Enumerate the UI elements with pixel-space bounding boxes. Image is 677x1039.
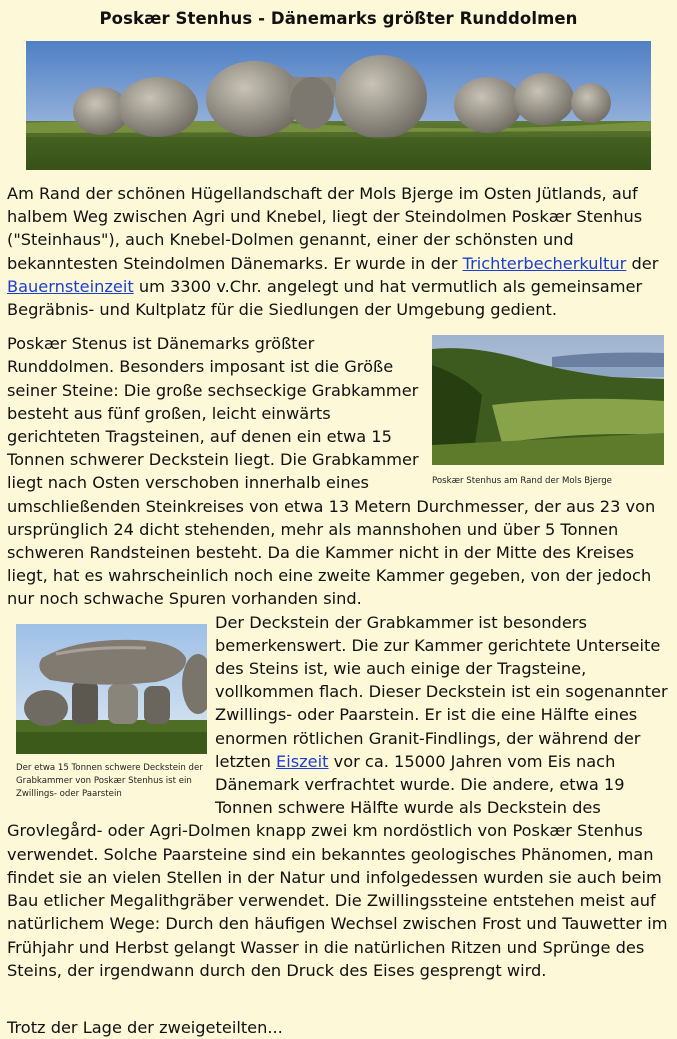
link-trichterbecherkultur[interactable]: Trichterbecherkultur	[462, 253, 627, 273]
intro-text-3: um 3300 v.Chr. angelegt und hat vermutlich als gemeinsamer Begräbnis- und Kultplatz für die Siedlungen der Umgebung gedient.	[7, 276, 643, 320]
paragraph-runddolmen: Poskær Stenus ist Dänemarks größter Runddolmen. Besonders imposant ist die Größe seiner Steine: Die große sechseckige Grabkammer besteht aus fünf großen, leicht einwärts gerichteten Tragsteinen, auf denen ein etwa 15 Tonnen schwerer Deckstein liegt. Die Grabkammer liegt nach Osten verschoben innerhalb eines umschließenden Steinkreises von etwa 13 Metern Durchmesser, der aus 23 von ursprünglich 24 dicht stehenden, mehr als mannshohen und über 5 Tonnen schweren Randsteinen besteht. Da die Kammer nicht in der Mitte des Kreises liegt, hat es wahrscheinlich noch eine zweite Kammer gegeben, von der jedoch nur noch schwache Spuren vorhanden sind.	[7, 334, 656, 609]
figure-landscape	[432, 335, 664, 488]
landscape-image	[432, 335, 664, 465]
deckstein-image	[16, 624, 207, 754]
paragraph-intro	[7, 182, 670, 321]
hero-image	[26, 41, 651, 170]
link-eiszeit[interactable]: Eiszeit	[276, 751, 329, 771]
deckstein-text-1: Der Deckstein der Grabkammer ist besonders bemerkenswert. Die zur Kammer gerichtete Unterseite des Steins ist, wie auch einige der Tragsteine, vollkommen flach. Dieser Deckstein ist ein sogenannter Zwillings- oder Paarstein. Er ist die eine Hälfte eines enormen rötlichen Granit-Findlings, der während der letzten	[215, 612, 668, 771]
intro-text-2: der	[626, 253, 659, 273]
paragraph-cutoff: Trotz der Lage der zweigeteilten...	[7, 1018, 283, 1037]
deckstein-text-2: vor ca. 15000 Jahren vom Eis nach Dänemark verfrachtet wurde. Die andere, etwa 19 Tonnen schwere Hälfte wurde als Deckstein des Grovlegård- oder Agri-Dolmen knapp zwei km nordöstlich von Poskær Stenhus verwendet. Solche Paarsteine sind ein bekanntes geologisches Phänomen, man findet sie an vielen Stellen in der Natur und infolgedessen wurden sie auch beim Bau etlicher Megalithgräber verwendet. Die Zwillingssteine entstehen meist auf natürlichem Wege: Durch den häufigen Wechsel zwischen Frost und Tauwetter im Frühjahr und Herbst gelangt Wasser in die natürlichen Ritzen und Sprünge des Steins, der irgendwann durch den Druck des Eises gesprengt wird.	[7, 751, 668, 980]
link-bauernsteinzeit[interactable]: Bauernsteinzeit	[7, 276, 134, 296]
figure-deckstein	[16, 624, 207, 801]
caption-landscape: Poskær Stenhus am Rand der Mols Bjerge	[432, 476, 612, 487]
page-title: Poskær Stenhus - Dänemarks größter Runddolmen	[99, 9, 578, 28]
caption-deckstein: Der etwa 15 Tonnen schwere Deckstein der Grabkammer von Poskær Stenhus ist ein Zwillings- oder Paarstein	[16, 762, 203, 799]
intro-text-1: Am Rand der schönen Hügellandschaft der Mols Bjerge im Osten Jütlands, auf halbem Weg zwischen Agri und Knebel, liegt der Steindolmen Poskær Stenhus ("Steinhaus"), auch Knebel-Dolmen genannt, einer der schönsten und bekanntesten Steindolmen Dänemarks. Er wurde in der	[7, 184, 643, 273]
